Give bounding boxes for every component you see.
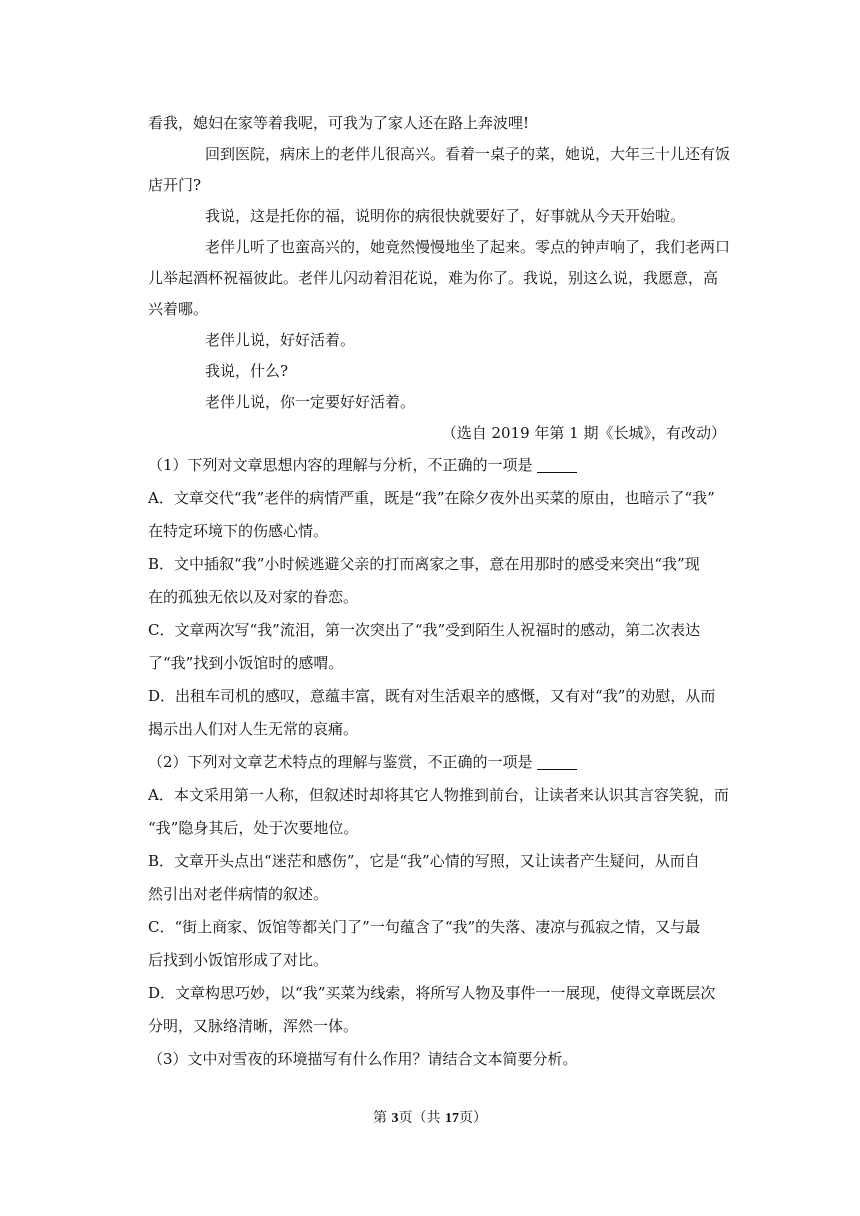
page-footer [0, 1108, 860, 1129]
option-a-line: A．本文采用第一人称，但叙述时却将其它人物推到前台，让读者来认识其言容笑貌，而 [148, 786, 729, 804]
footer-total-pages: 17 [444, 1111, 459, 1126]
option-c-line: 了“我”找到小饭馆时的感喟。 [148, 654, 344, 672]
question-1-text: （1）下列对文章思想内容的理解与分析，不正确的一项是 [148, 456, 533, 474]
option-a-line: A．文章交代“我”老伴的病情严重，既是“我”在除夕夜外出买菜的原由，也暗示了“我” [148, 489, 715, 507]
option-c-line: 后找到小饭馆形成了对比。 [148, 951, 329, 969]
story-line: 儿举起酒杯祝福彼此。老伴儿闪动着泪花说，难为你了。我说，别这么说，我愿意，高 [148, 269, 719, 287]
answer-blank[interactable] [537, 755, 577, 770]
page-content [148, 108, 730, 1076]
option-c-line: C．“街上商家、饭馆等都关门了”一句蕴含了“我”的失落、凄凉与孤寂之情，又与最 [148, 918, 701, 936]
question-2-stem [148, 746, 730, 779]
question-2-text: （2）下列对文章艺术特点的理解与鉴赏，不正确的一项是 [148, 753, 533, 771]
footer-page-number: 3 [391, 1111, 399, 1126]
story-paragraph-line: 回到医院，病床上的老伴儿很高兴。看着一桌子的菜，她说，大年三十儿还有饭 [205, 145, 731, 163]
footer-suffix: 页） [458, 1110, 487, 1126]
story-paragraph-line: 老伴儿说，你一定要好好活着。 [205, 393, 416, 411]
footer-middle: 页（共 [398, 1110, 445, 1126]
answer-blank[interactable] [537, 458, 577, 473]
option-b-line: B．文章开头点出“迷茫和感伤”，它是“我”心情的写照，又让读者产生疑问，从而自 [148, 852, 700, 870]
footer-prefix: 第 [373, 1110, 392, 1126]
story-paragraph-line: 老伴儿说，好好活着。 [205, 331, 356, 349]
story-paragraph-line: 老伴儿听了也蛮高兴的，她竟然慢慢地坐了起来。零点的钟声响了，我们老两口 [205, 238, 731, 256]
story-line: 店开门? [148, 176, 202, 194]
question-1-stem [148, 449, 730, 482]
source-citation: （选自 2019 年第 1 期《长城》，有改动） [441, 424, 726, 442]
option-b-line: 然引出对老伴病情的叙述。 [148, 885, 329, 903]
option-a-line: 在特定环境下的伤感心情。 [148, 522, 329, 540]
story-paragraph-line: 我说，这是托你的福，说明你的病很快就要好了，好事就从今天开始啦。 [205, 207, 686, 225]
question-3-stem: （3）文中对雪夜的环境描写有什么作用？请结合文本简要分析。 [148, 1050, 578, 1068]
option-d-line: 揭示出人们对人生无常的哀痛。 [148, 720, 359, 738]
option-d-line: D．出租车司机的感叹，意蕴丰富，既有对生活艰辛的感慨，又有对“我”的劝慰，从而 [148, 687, 716, 705]
option-a-line: “我”隐身其后，处于次要地位。 [148, 819, 359, 837]
story-line: 看我，媳妇在家等着我呢，可我为了家人还在路上奔波哩! [148, 114, 530, 132]
option-d-line: 分明，又脉络清晰，浑然一体。 [148, 1017, 359, 1035]
option-b-line: 在的孤独无依以及对家的眷恋。 [148, 588, 359, 606]
story-paragraph-line: 我说，什么? [205, 362, 289, 380]
option-b-line: B．文中插叙“我”小时候逃避父亲的打而离家之事，意在用那时的感受来突出“我”现 [148, 555, 700, 573]
option-c-line: C．文章两次写“我”流泪，第一次突出了“我”受到陌生人祝福时的感动，第二次表达 [148, 621, 701, 639]
story-line: 兴着哪。 [148, 300, 209, 318]
option-d-line: D．文章构思巧妙，以“我”买菜为线索，将所写人物及事件一一展现，使得文章既层次 [148, 984, 716, 1002]
